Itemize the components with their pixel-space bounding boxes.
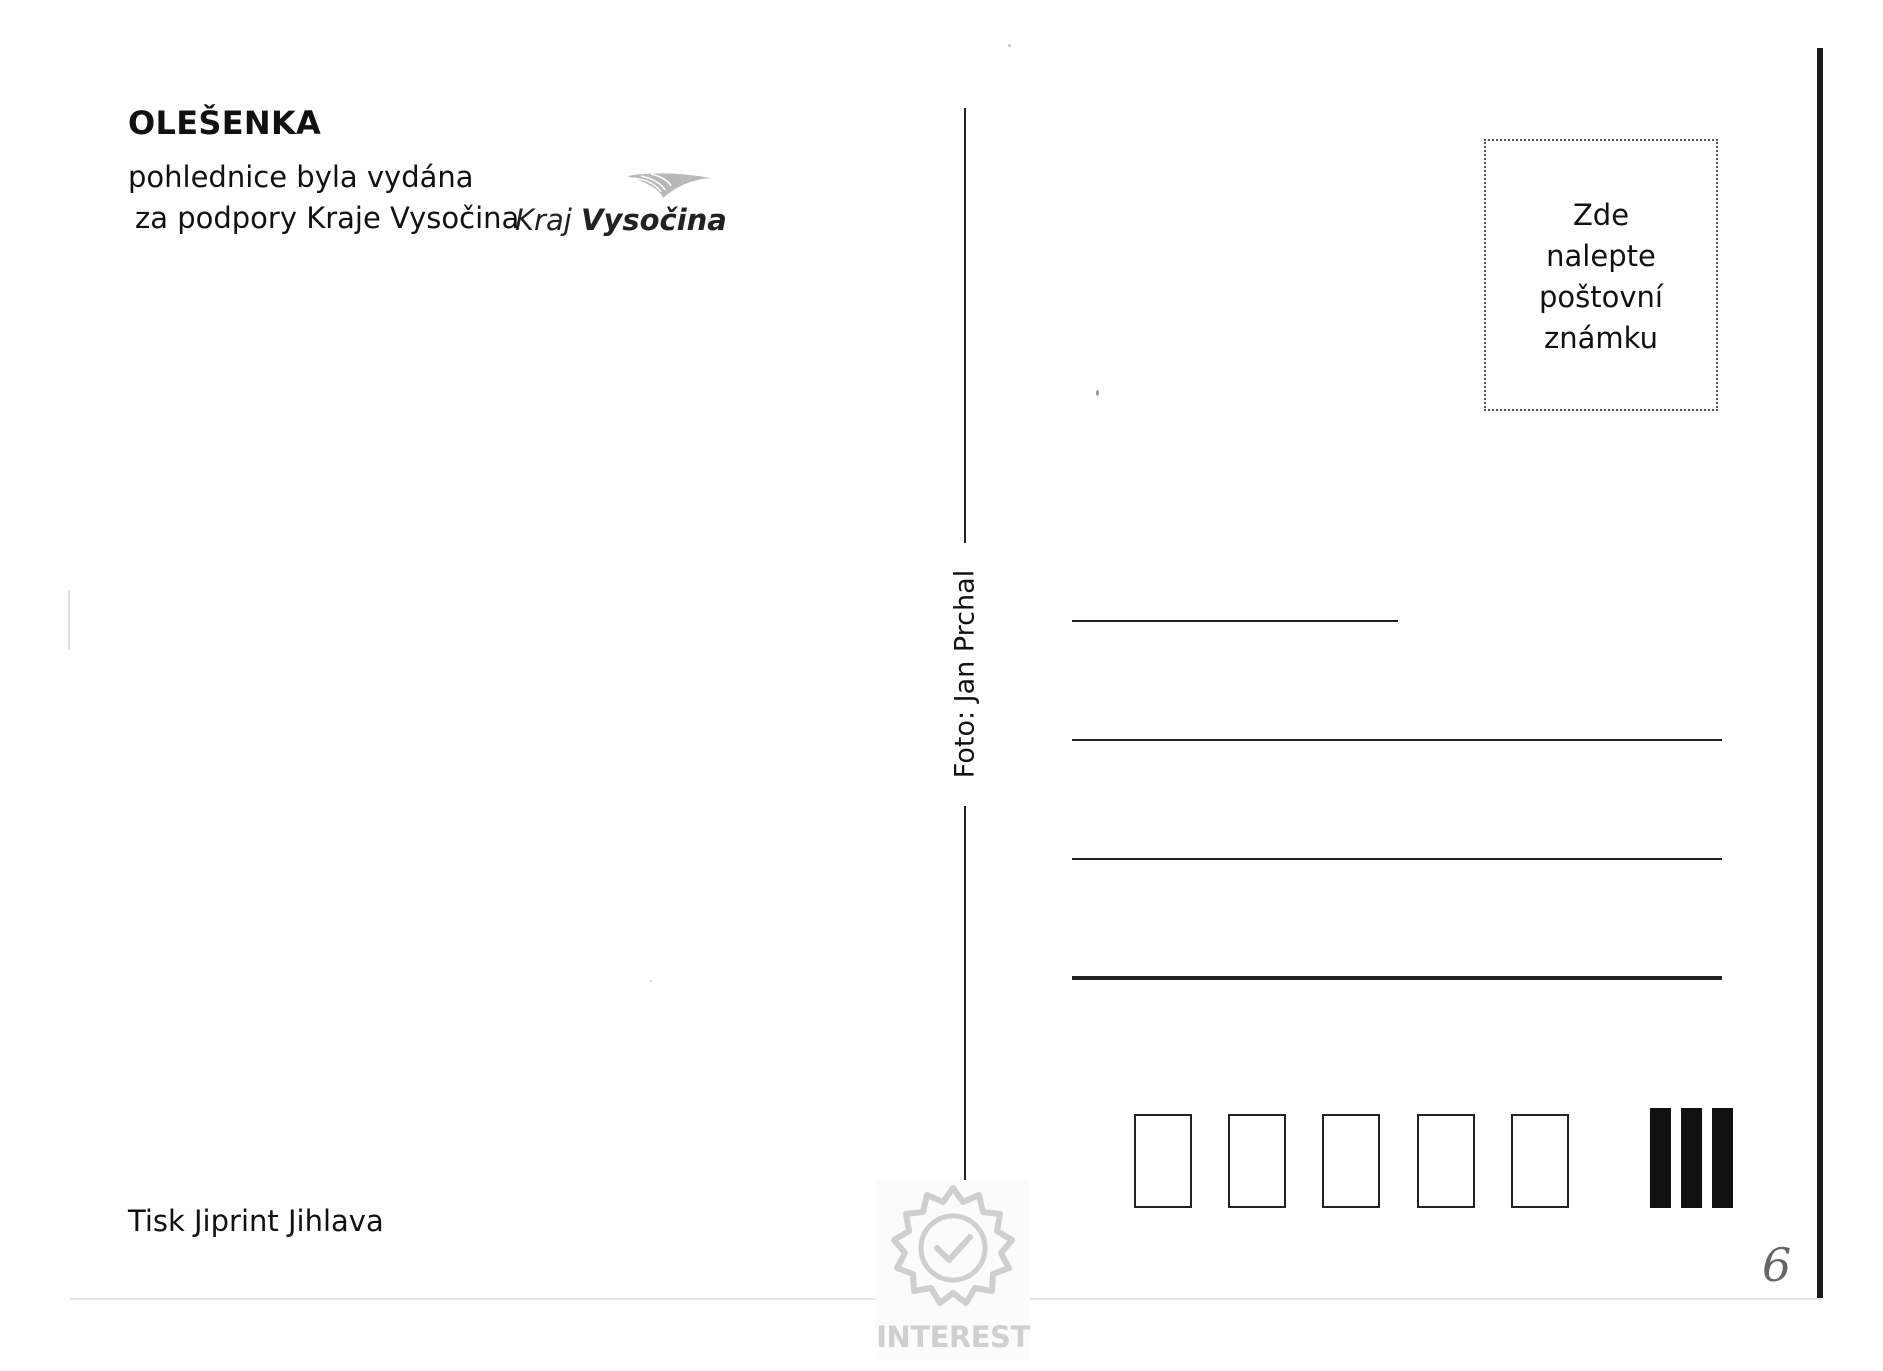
postal-bar — [1650, 1108, 1671, 1208]
postal-code-box — [1322, 1114, 1380, 1208]
watermark-text: INTEREST — [876, 1320, 1030, 1354]
photo-credit: Foto: Jan Prchal — [949, 569, 981, 779]
seal-check-icon — [884, 1180, 1022, 1318]
postal-bar — [1681, 1108, 1702, 1208]
subtitle-line-2: za podpory Kraje Vysočina — [135, 201, 520, 235]
paper-speck — [1008, 44, 1011, 47]
center-divider-bottom — [964, 806, 966, 1204]
address-line — [1072, 739, 1722, 741]
stamp-area — [1484, 139, 1718, 411]
kraj-vysocina-logo — [515, 168, 727, 238]
postal-code-box — [1134, 1114, 1192, 1208]
logo-word-kraj: Kraj — [515, 203, 572, 237]
handwritten-note: 6 — [1762, 1238, 1792, 1292]
stamp-instructions — [1486, 195, 1716, 359]
paper-speck — [1096, 390, 1099, 396]
postal-code-bars — [1650, 1108, 1735, 1208]
logo-wing-icon — [623, 168, 715, 204]
interest-watermark — [876, 1180, 1030, 1360]
center-divider-top — [964, 108, 966, 543]
postal-code-box — [1511, 1114, 1569, 1208]
postal-code-box — [1228, 1114, 1286, 1208]
postal-bar — [1712, 1108, 1733, 1208]
card-shadow-edge — [1817, 48, 1823, 1298]
logo-word-vysocina: Vysočina — [581, 203, 727, 237]
postal-code-box — [1417, 1114, 1475, 1208]
stamp-text-line: známku — [1544, 321, 1658, 355]
stamp-text-line: nalepte — [1546, 239, 1656, 273]
stamp-text-line: Zde — [1572, 198, 1630, 232]
card-left-edge — [68, 590, 70, 650]
postcard-title: OLEŠENKA — [128, 104, 322, 142]
printer-credit: Tisk Jiprint Jihlava — [128, 1204, 384, 1238]
address-line — [1072, 620, 1398, 622]
subtitle-line-1: pohlednice byla vydána — [128, 160, 474, 194]
stamp-text-line: poštovní — [1539, 280, 1663, 314]
logo-wordmark — [515, 203, 727, 237]
address-line — [1072, 976, 1722, 980]
paper-speck — [650, 980, 652, 982]
address-line — [1072, 858, 1722, 860]
